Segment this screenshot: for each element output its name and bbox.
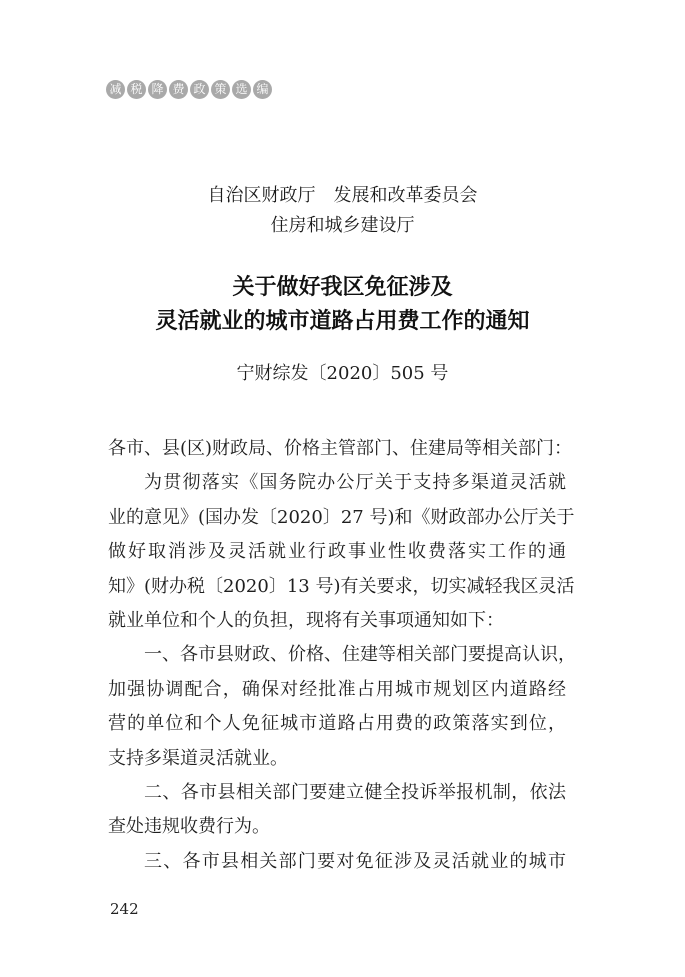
series-char: 策 (211, 80, 230, 99)
document-title-line-1: 关于做好我区免征涉及 (232, 274, 453, 300)
series-title-badge (106, 80, 272, 99)
body-line: 做好取消涉及灵活就业行政事业性收费落实工作的通 (108, 541, 566, 563)
series-char: 编 (253, 80, 272, 99)
body-line: 一、各市县财政、价格、住建等相关部门要提高认识， (144, 644, 576, 666)
series-char: 政 (190, 80, 209, 99)
series-char: 减 (106, 80, 125, 99)
document-number: 宁财综发〔2020〕505 号 (236, 363, 449, 384)
body-line: 营的单位和个人免征城市道路占用费的政策落实到位， (108, 713, 566, 735)
issuer-text: 住房和城乡建设厅 (270, 215, 415, 236)
body-line: 二、各市县相关部门要建立健全投诉举报机制，依法 (144, 781, 566, 803)
series-char: 费 (169, 80, 188, 99)
page-number: 242 (110, 900, 139, 918)
body-text (108, 432, 576, 879)
series-char: 降 (148, 80, 167, 99)
issuing-departments-line-2 (0, 212, 685, 240)
body-line: 支持多渠道灵活就业。 (108, 747, 288, 769)
issuer-text: 自治区财政厅 发展和改革委员会 (207, 185, 478, 206)
body-line: 就业单位和个人的负担，现将有关事项通知如下： (108, 609, 504, 631)
body-line: 查处违规收费行为。 (108, 816, 270, 838)
body-line: 业的意见》(国办发〔2020〕27 号)和《财政部办公厅关于 (108, 506, 575, 528)
document-title-line-2: 灵活就业的城市道路占用费工作的通知 (155, 308, 530, 334)
body-line: 为贯彻落实《国务院办公厅关于支持多渠道灵活就 (144, 472, 566, 494)
issuing-departments-line-1 (0, 182, 685, 210)
body-line: 加强协调配合，确保对经批准占用城市规划区内道路经 (108, 678, 566, 700)
body-line: 知》(财办税〔2020〕13 号)有关要求，切实减轻我区灵活 (108, 575, 575, 597)
series-char: 选 (232, 80, 251, 99)
series-char: 税 (127, 80, 146, 99)
body-line-salutation: 各市、县(区)财政局、价格主管部门、住建局等相关部门： (108, 438, 573, 459)
body-line: 三、各市县相关部门要对免征涉及灵活就业的城市 (144, 850, 566, 872)
